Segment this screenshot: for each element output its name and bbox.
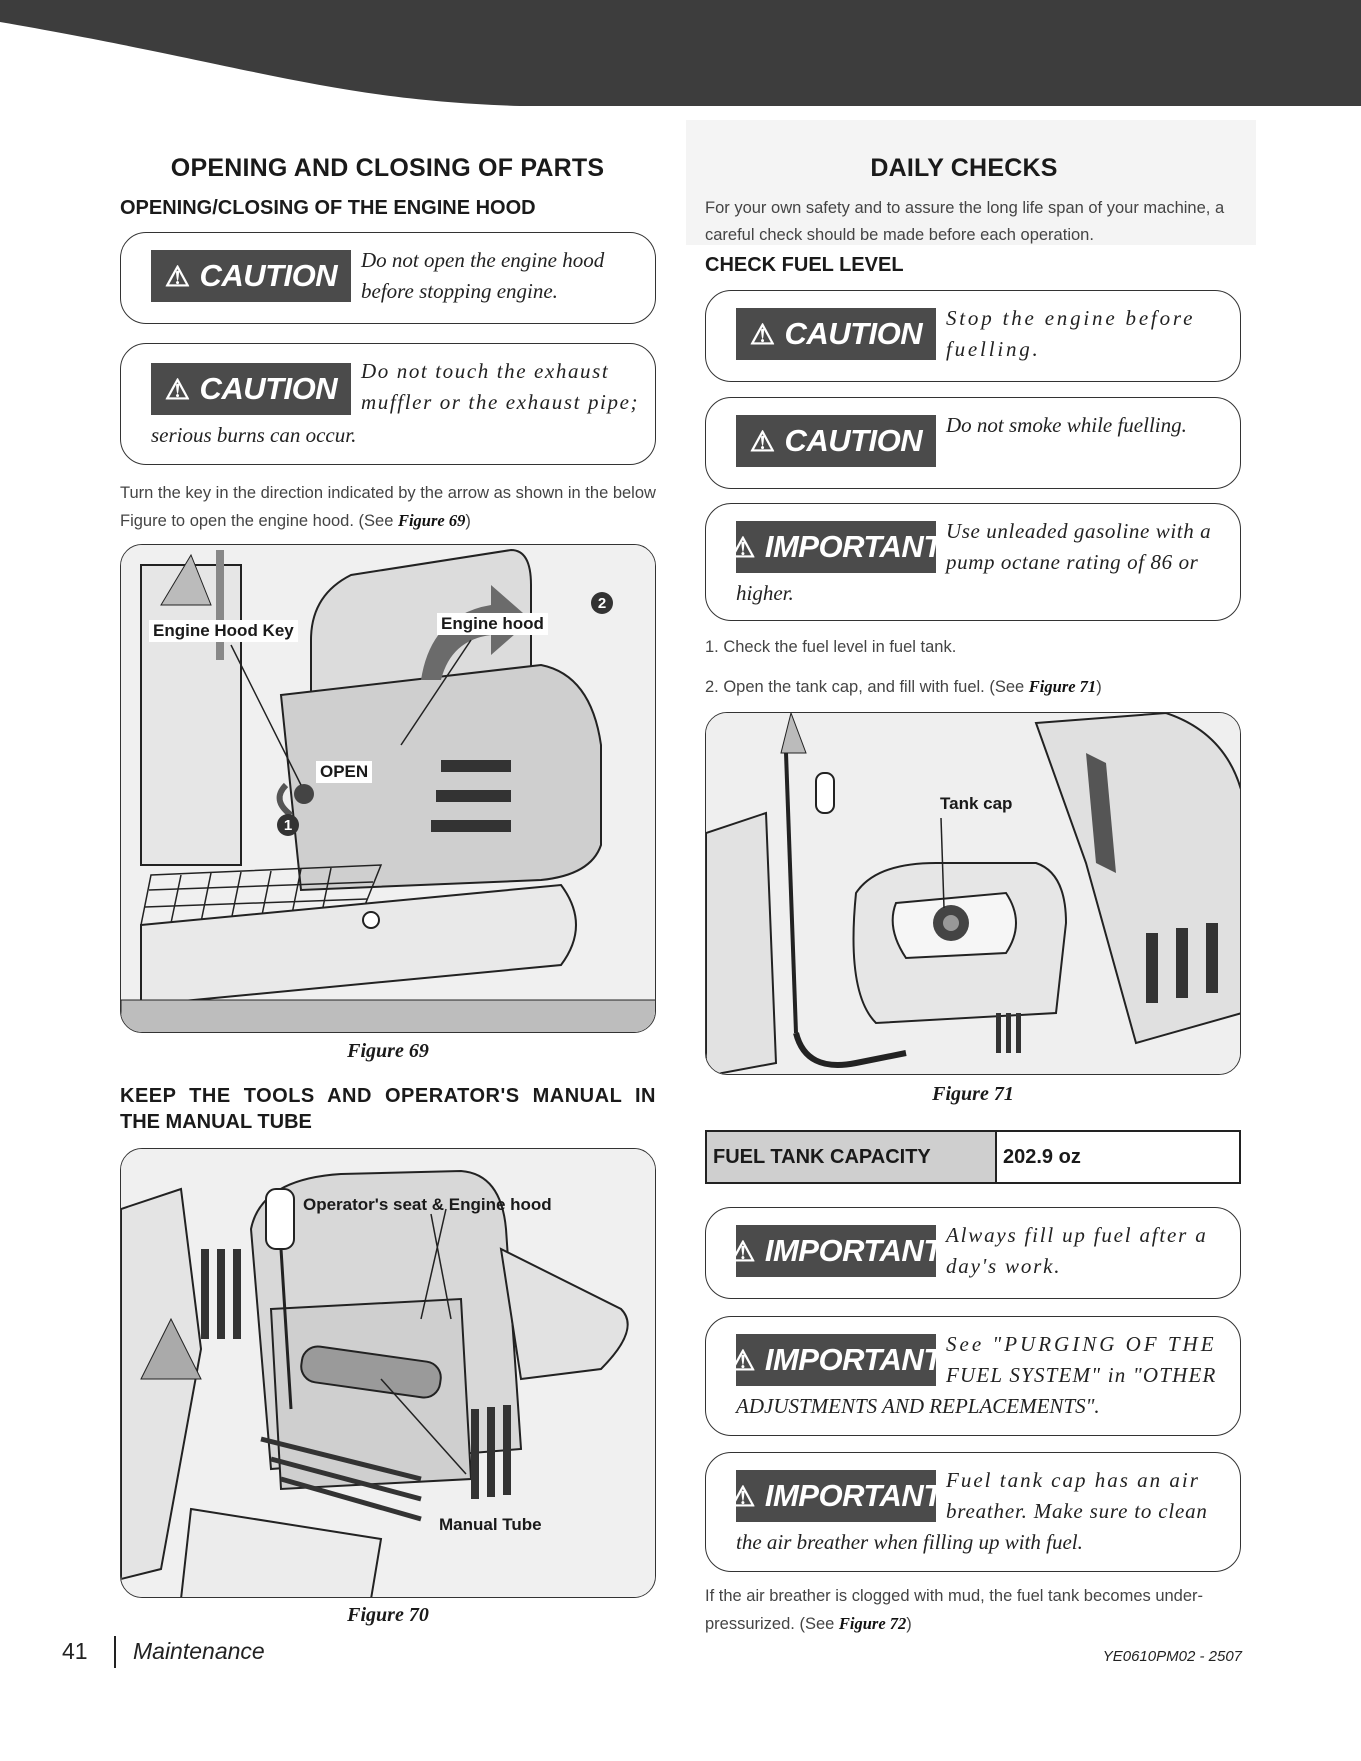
caution-text: Do not open the engine hood before stopping engine.	[361, 248, 605, 303]
document-code: YE0610PM02 - 2507	[1102, 1648, 1242, 1665]
fuel-tank-illustration	[706, 713, 1241, 1075]
important-badge: ⚠ IMPORTANT	[736, 521, 936, 573]
caution-text-line3: serious burns can occur.	[151, 423, 357, 447]
figure-reference[interactable]: Figure 69	[397, 511, 466, 530]
important-box-air-breather	[705, 1452, 1241, 1572]
caution-text-line2: muffler or the exhaust pipe;	[361, 390, 640, 414]
caution-box-exhaust	[120, 343, 656, 465]
header-band	[0, 0, 1361, 110]
fuel-capacity-table	[705, 1130, 1241, 1184]
capacity-label: FUEL TANK CAPACITY	[706, 1131, 996, 1183]
paragraph-turn-key: Turn the key in the direction indicated by the arrow as shown in the below Figure to open the engine hood. (See Figure 69)	[120, 484, 656, 530]
caution-text: Do not smoke while fuelling.	[946, 413, 1187, 437]
footer-divider	[114, 1636, 116, 1668]
important-box-fill-fuel	[705, 1207, 1241, 1299]
caution-text-line1: Do not touch the exhaust	[361, 359, 610, 383]
figure-69-caption: Figure 69	[347, 1040, 429, 1062]
warning-triangle-icon: ⚠	[749, 318, 775, 350]
important-badge: ⚠ IMPORTANT	[736, 1225, 936, 1277]
figure-70-image	[120, 1148, 656, 1598]
important-text-line2: breather. Make sure to clean	[946, 1499, 1208, 1523]
page-number: 41	[62, 1638, 88, 1664]
important-text-line1: Use unleaded gasoline with a	[946, 519, 1212, 543]
important-text: Always fill up fuel after a day's work.	[946, 1223, 1208, 1278]
figure-reference[interactable]: Figure 72	[838, 1614, 907, 1633]
step-2: 2. Open the tank cap, and fill with fuel. (See Figure 71)	[705, 677, 1102, 696]
subsection-title-manual-tube-2: THE MANUAL TUBE	[120, 1111, 312, 1133]
callout-open: OPEN	[316, 761, 372, 783]
caution-box-no-smoke	[705, 397, 1241, 489]
caution-badge: ⚠ CAUTION	[151, 250, 351, 302]
subsection-title-check-fuel: CHECK FUEL LEVEL	[705, 254, 904, 276]
important-text-line1: Fuel tank cap has an air	[946, 1468, 1200, 1492]
subsection-title-engine-hood: OPENING/CLOSING OF THE ENGINE HOOD	[120, 197, 536, 219]
callout-engine-hood: Engine hood	[437, 613, 548, 635]
callout-manual-tube: Manual Tube	[439, 1515, 542, 1534]
daily-checks-intro: For your own safety and to assure the long life span of your machine, a careful check should be made before each operation.	[705, 199, 1225, 244]
important-text-line2: FUEL SYSTEM" in "OTHER	[946, 1363, 1217, 1387]
figure-reference[interactable]: Figure 71	[1028, 677, 1097, 696]
figure-71-image	[705, 712, 1241, 1075]
step-1: 1. Check the fuel level in fuel tank.	[705, 638, 957, 656]
warning-triangle-icon: ⚠	[730, 1344, 755, 1376]
paragraph-air-breather: If the air breather is clogged with mud, the fuel tank becomes under-pressurized. (See Figure 72)	[705, 1587, 1204, 1633]
warning-triangle-icon: ⚠	[730, 1235, 755, 1267]
caution-badge: ⚠ CAUTION	[736, 308, 936, 360]
step-number-2: 2	[591, 592, 613, 614]
caution-text: Stop the engine before fuelling.	[946, 306, 1196, 361]
important-text-line2: pump octane rating of 86 or	[946, 550, 1199, 574]
manual-tube-illustration	[121, 1149, 656, 1598]
caution-box-engine-hood	[120, 232, 656, 324]
warning-triangle-icon: ⚠	[749, 425, 775, 457]
important-box-gasoline	[705, 503, 1241, 621]
section-title-daily-checks: DAILY CHECKS	[870, 154, 1058, 182]
section-title-opening-closing: OPENING AND CLOSING OF PARTS	[170, 154, 605, 182]
important-text-line3: the air breather when filling up with fuel.	[736, 1530, 1083, 1554]
important-text-line3: ADJUSTMENTS AND REPLACEMENTS".	[736, 1394, 1100, 1418]
footer-section: Maintenance	[133, 1638, 265, 1664]
capacity-value: 202.9 oz	[996, 1131, 1240, 1183]
figure-69-image	[120, 544, 656, 1033]
warning-triangle-icon: ⚠	[730, 531, 755, 563]
important-text-line3: higher.	[736, 581, 794, 605]
warning-triangle-icon: ⚠	[164, 260, 190, 292]
caution-badge: ⚠ CAUTION	[151, 363, 351, 415]
figure-71-caption: Figure 71	[932, 1083, 1014, 1105]
callout-tank-cap: Tank cap	[940, 794, 1013, 813]
excavator-hood-illustration	[121, 545, 656, 1033]
warning-triangle-icon: ⚠	[730, 1480, 755, 1512]
warning-triangle-icon: ⚠	[164, 373, 190, 405]
important-badge: ⚠ IMPORTANT	[736, 1470, 936, 1522]
subsection-title-manual-tube-1: KEEP THE TOOLS AND OPERATOR'S MANUAL IN	[120, 1085, 656, 1107]
step-number-1: 1	[277, 814, 299, 836]
caution-box-stop-engine	[705, 290, 1241, 382]
figure-70-caption: Figure 70	[347, 1604, 429, 1626]
important-text-line1: See "PURGING OF THE	[946, 1332, 1217, 1356]
important-badge: ⚠ IMPORTANT	[736, 1334, 936, 1386]
callout-engine-hood-key: Engine Hood Key	[149, 620, 298, 642]
caution-badge: ⚠ CAUTION	[736, 415, 936, 467]
callout-operator-seat: Operator's seat & Engine hood	[303, 1195, 552, 1214]
important-box-purging	[705, 1316, 1241, 1436]
